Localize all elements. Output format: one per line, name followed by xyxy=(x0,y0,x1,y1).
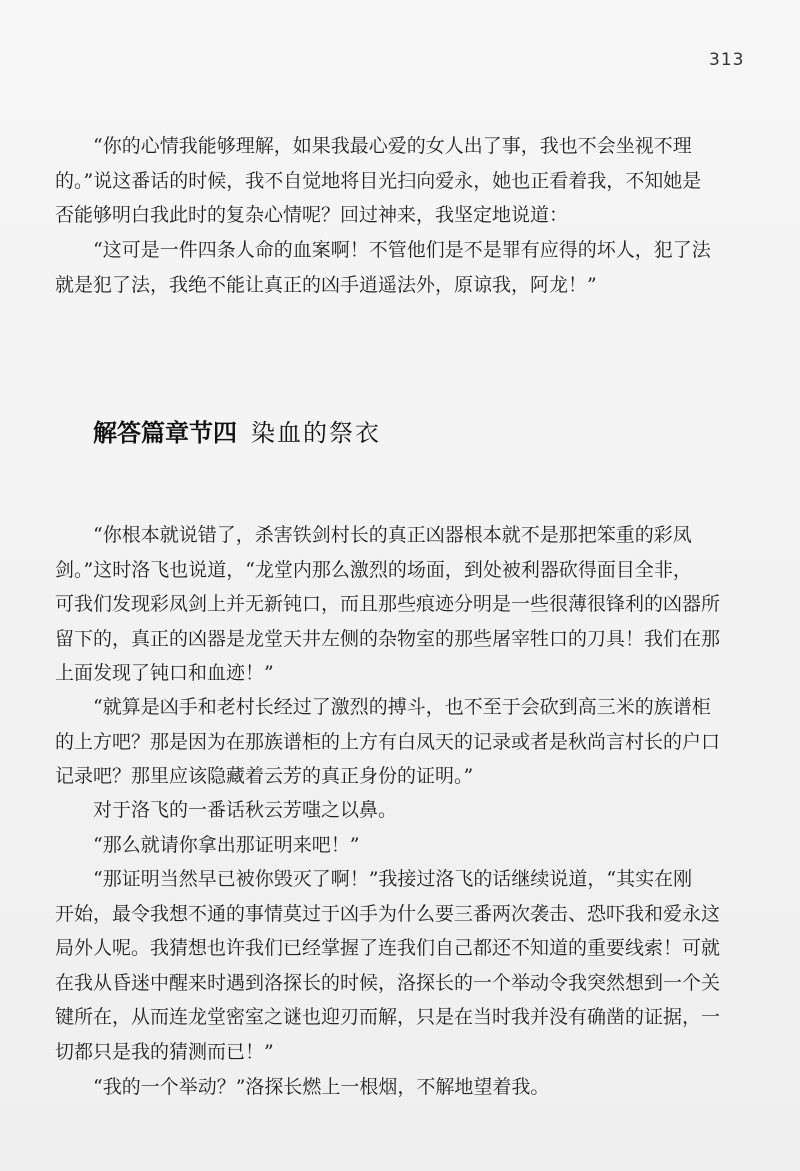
text-line: 记录吧？那里应该隐藏着云芳的真正身份的证明。” xyxy=(55,765,474,787)
paragraph-6 xyxy=(55,828,725,863)
text-line: 否能够明白我此时的复杂心情呢？回过神来，我坚定地说道： xyxy=(55,204,569,226)
text-line: 的。”说这番话的时候，我不自觉地将目光扫向爱永，她也正看着我，不知她是 xyxy=(55,169,702,192)
text-line: 就是犯了法，我绝不能让真正的凶手逍遥法外，原谅我，阿龙！” xyxy=(55,273,597,296)
text-line: “你根本就说错了，杀害铁剑村长的真正凶器根本就不是那把笨重的彩凤 xyxy=(93,524,692,546)
text-line: 在我从昏迷中醒来时遇到洛探长的时候，洛探长的一个举动令我突然想到一个关 xyxy=(55,971,721,994)
paragraph-2 xyxy=(55,233,725,302)
text-line: “那证明当然早已被你毁灭了啊！”我接过洛飞的话继续说道，“其实在刚 xyxy=(93,868,693,890)
text-line: 对于洛飞的一番话秋云芳嗤之以鼻。 xyxy=(93,799,398,821)
text-line: “那么就请你拿出那证明来吧！” xyxy=(93,834,360,856)
paragraph-8 xyxy=(55,1070,725,1105)
paragraph-3 xyxy=(55,518,725,691)
text-line: 留下的，真正的凶器是龙堂天井左侧的杂物室的那些屠宰牲口的刀具！我们在那 xyxy=(55,627,721,650)
text-line: “这可是一件四条人命的血案啊！不管他们是不是罪有应得的坏人，犯了法 xyxy=(93,239,711,261)
text-line: 切都只是我的猜测而已！” xyxy=(55,1040,274,1063)
text-line: 局外人呢。我猜想也许我们已经掌握了连我们自己都还不知道的重要线索！可就 xyxy=(55,937,721,959)
text-line: 开始，最令我想不通的事情莫过于凶手为什么要三番两次袭击、恐吓我和爱永这 xyxy=(55,902,721,925)
paragraph-7 xyxy=(55,862,725,1069)
paragraph-5 xyxy=(55,793,725,828)
text-line: 上面发现了钝口和血迹！” xyxy=(55,662,274,684)
paragraph-4 xyxy=(55,690,725,794)
chapter-title: 染血的祭衣 xyxy=(251,419,381,447)
text-line: “我的一个举动？”洛探长燃上一根烟，不解地望着我。 xyxy=(93,1076,550,1098)
text-line: “你的心情我能够理解，如果我最心爱的女人出了事，我也不会坐视不理 xyxy=(93,135,692,157)
paragraph-1 xyxy=(55,129,725,233)
text-line: 的上方吧？那是因为在那族谱柜的上方有白凤天的记录或者是秋尚言村长的户口 xyxy=(55,730,721,753)
text-line: 可我们发现彩凤剑上并无新钝口，而且那些痕迹分明是一些很薄很锋利的凶器所 xyxy=(55,593,721,615)
text-line: “就算是凶手和老村长经过了激烈的搏斗，也不至于会砍到高三米的族谱柜 xyxy=(93,696,711,718)
text-line: 键所在，从而连龙堂密室之谜也迎刃而解，只是在当时我并没有确凿的证据，一 xyxy=(55,1006,721,1028)
page-number: 313 xyxy=(709,50,745,70)
text-line: 剑。”这时洛飞也说道，“龙堂内那么激烈的场面，到处被利器砍得面目全非， xyxy=(55,558,692,581)
chapter-heading xyxy=(93,413,381,448)
chapter-label: 解答篇章节四 xyxy=(93,419,237,447)
